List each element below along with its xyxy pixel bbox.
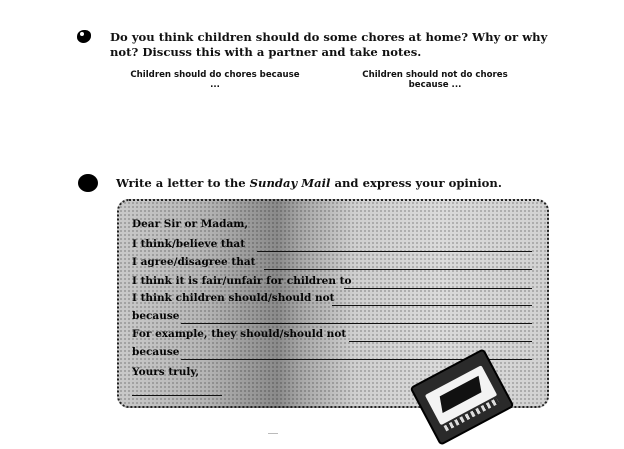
write-line: [344, 288, 532, 289]
bullet-icon: [78, 174, 98, 192]
write-line: [264, 269, 532, 270]
prompt-text-end: and express your opinion.: [330, 176, 502, 190]
letter-line-because: because: [132, 346, 180, 358]
letter-closing: Yours truly,: [132, 366, 200, 378]
page-mark: [268, 433, 278, 434]
signature-line: [132, 395, 222, 396]
letter-line-example: For example, they should/should not: [132, 328, 347, 340]
letter-line-should: I think children should/should not: [132, 292, 335, 304]
column-heading-should-not: Children should not do chores because ...: [362, 70, 508, 90]
bullet-icon: [77, 30, 91, 43]
write-line: [332, 305, 532, 306]
letter-line-fair: I think it is fair/unfair for children to: [132, 275, 352, 287]
write-line: [349, 341, 532, 342]
write-line: [257, 251, 532, 252]
letter-line-because: because: [132, 310, 180, 322]
prompt-text-start: Write a letter to the: [116, 176, 250, 190]
write-line: [181, 323, 532, 324]
newspaper-name: Sunday Mail: [249, 176, 331, 190]
letter-greeting: Dear Sir or Madam,: [132, 218, 249, 230]
column-heading-should: Children should do chores because ...: [130, 70, 300, 90]
letter-line-agree: I agree/disagree that: [132, 256, 256, 268]
exercise-two-prompt: [116, 176, 536, 191]
letter-line-think: I think/believe that: [132, 238, 246, 250]
exercise-one-prompt: Do you think children should do some chores at home? Why or why not? Discuss this with a partner and take notes.: [110, 30, 548, 59]
